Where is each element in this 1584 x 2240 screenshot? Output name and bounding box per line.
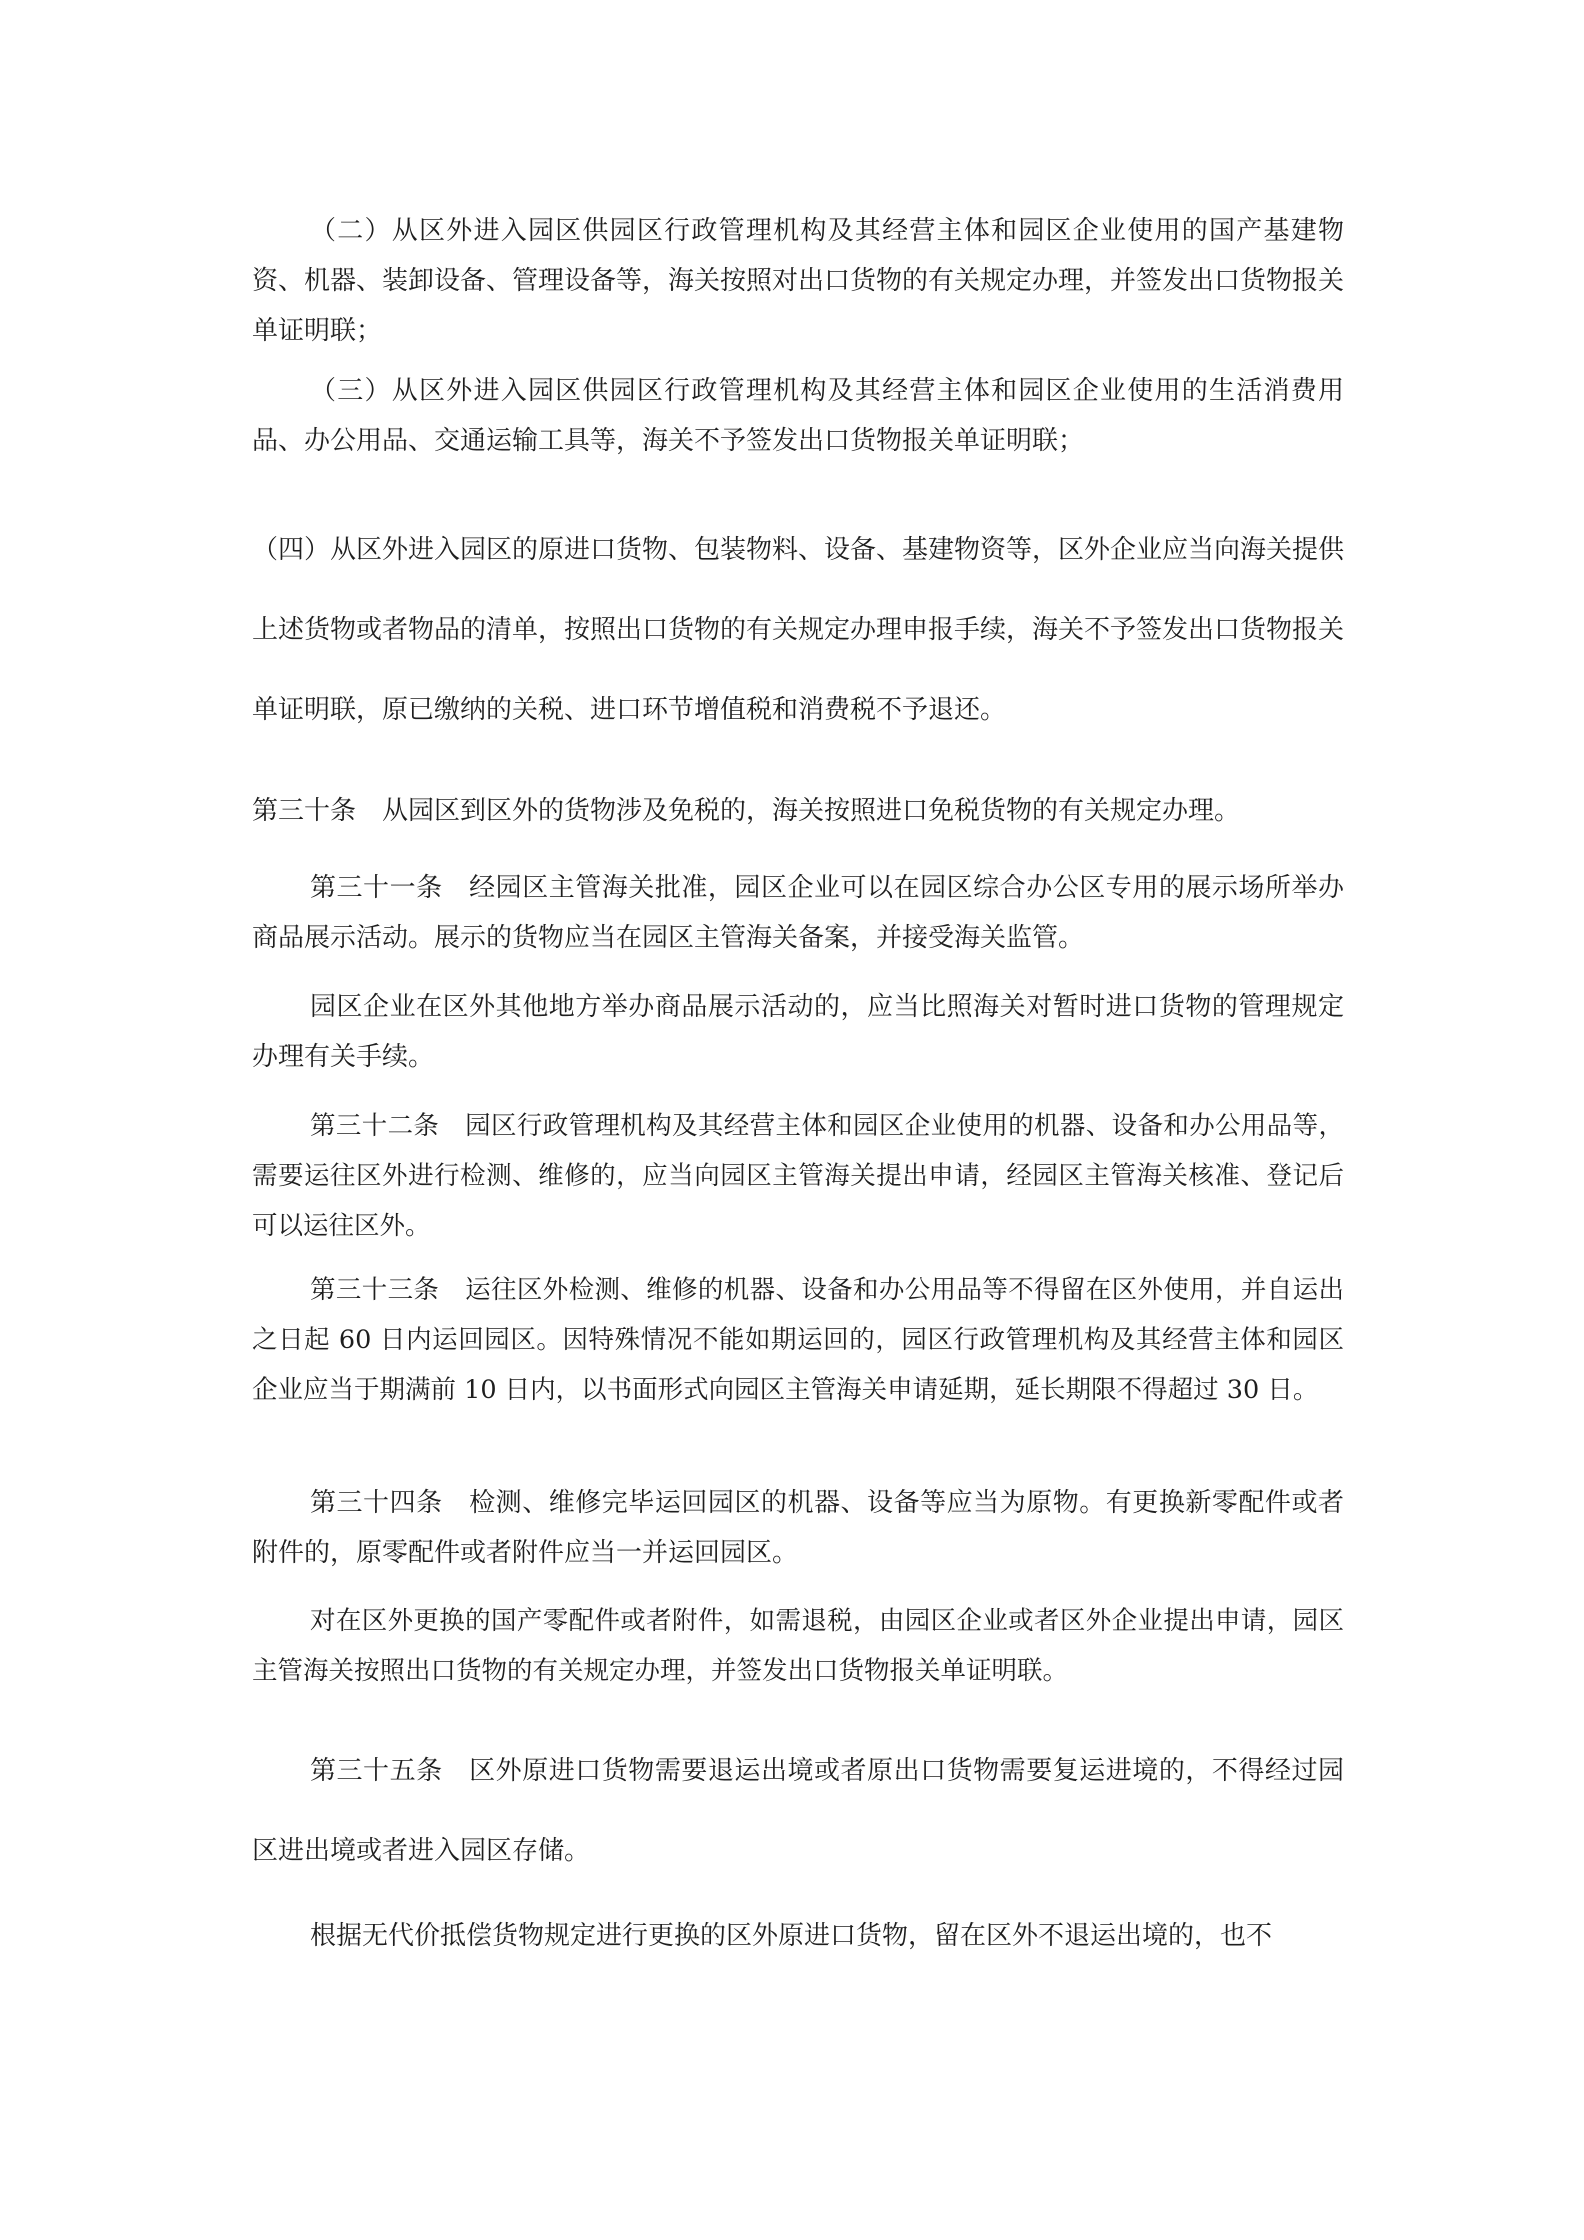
article-35: 第三十五条 区外原进口货物需要退运出境或者原出口货物需要复运进境的，不得经过园区进出境或者进入园区存储。 (252, 1756, 1344, 1866)
article-31: 第三十一条 经园区主管海关批准，园区企业可以在园区综合办公区专用的展示场所举办商品展示活动。展示的货物应当在园区主管海关备案，并接受海关监管。 (252, 873, 1344, 953)
article-34: 第三十四条 检测、维修完毕运回园区的机器、设备等应当为原物。有更换新零配件或者附件的，原零配件或者附件应当一并运回园区。 (252, 1488, 1344, 1568)
paragraph-item-2: （二）从区外进入园区供园区行政管理机构及其经营主体和园区企业使用的国产基建物资、机器、装卸设备、管理设备等，海关按照对出口货物的有关规定办理，并签发出口货物报关单证明联； (252, 216, 1345, 346)
article-31-paragraph-2: 园区企业在区外其他地方举办商品展示活动的，应当比照海关对暂时进口货物的管理规定办理有关手续。 (252, 992, 1344, 1072)
paragraph-item-3: （三）从区外进入园区供园区行政管理机构及其经营主体和园区企业使用的生活消费用品、办公用品、交通运输工具等，海关不予签发出口货物报关单证明联； (252, 376, 1344, 456)
article-34-paragraph-2: 对在区外更换的国产零配件或者附件，如需退税，由园区企业或者区外企业提出申请，园区主管海关按照出口货物的有关规定办理，并签发出口货物报关单证明联。 (252, 1606, 1344, 1686)
article-30: 第三十条 从园区到区外的货物涉及免税的，海关按照进口免税货物的有关规定办理。 (252, 796, 1241, 826)
article-32: 第三十二条 园区行政管理机构及其经营主体和园区企业使用的机器、设备和办公用品等，需要运往区外进行检测、维修的，应当向园区主管海关提出申请，经园区主管海关核准、登记后可以运往区外。 (252, 1111, 1344, 1241)
article-33: 第三十三条 运往区外检测、维修的机器、设备和办公用品等不得留在区外使用，并自运出之日起 60 日内运回园区。因特殊情况不能如期运回的，园区行政管理机构及其经营主体和园区企业应当于期满前 10 日内，以书面形式向园区主管海关申请延期，延长期限不得超过 30 日。 (252, 1275, 1344, 1405)
article-35-paragraph-2: 根据无代价抵偿货物规定进行更换的区外原进口货物，留在区外不退运出境的，也不 (310, 1921, 1273, 1951)
paragraph-item-4: （四）从区外进入园区的原进口货物、包装物料、设备、基建物资等，区外企业应当向海关提供上述货物或者物品的清单，按照出口货物的有关规定办理申报手续，海关不予签发出口货物报关单证明联，原已缴纳的关税、进口环节增值税和消费税不予退还。 (252, 535, 1345, 725)
